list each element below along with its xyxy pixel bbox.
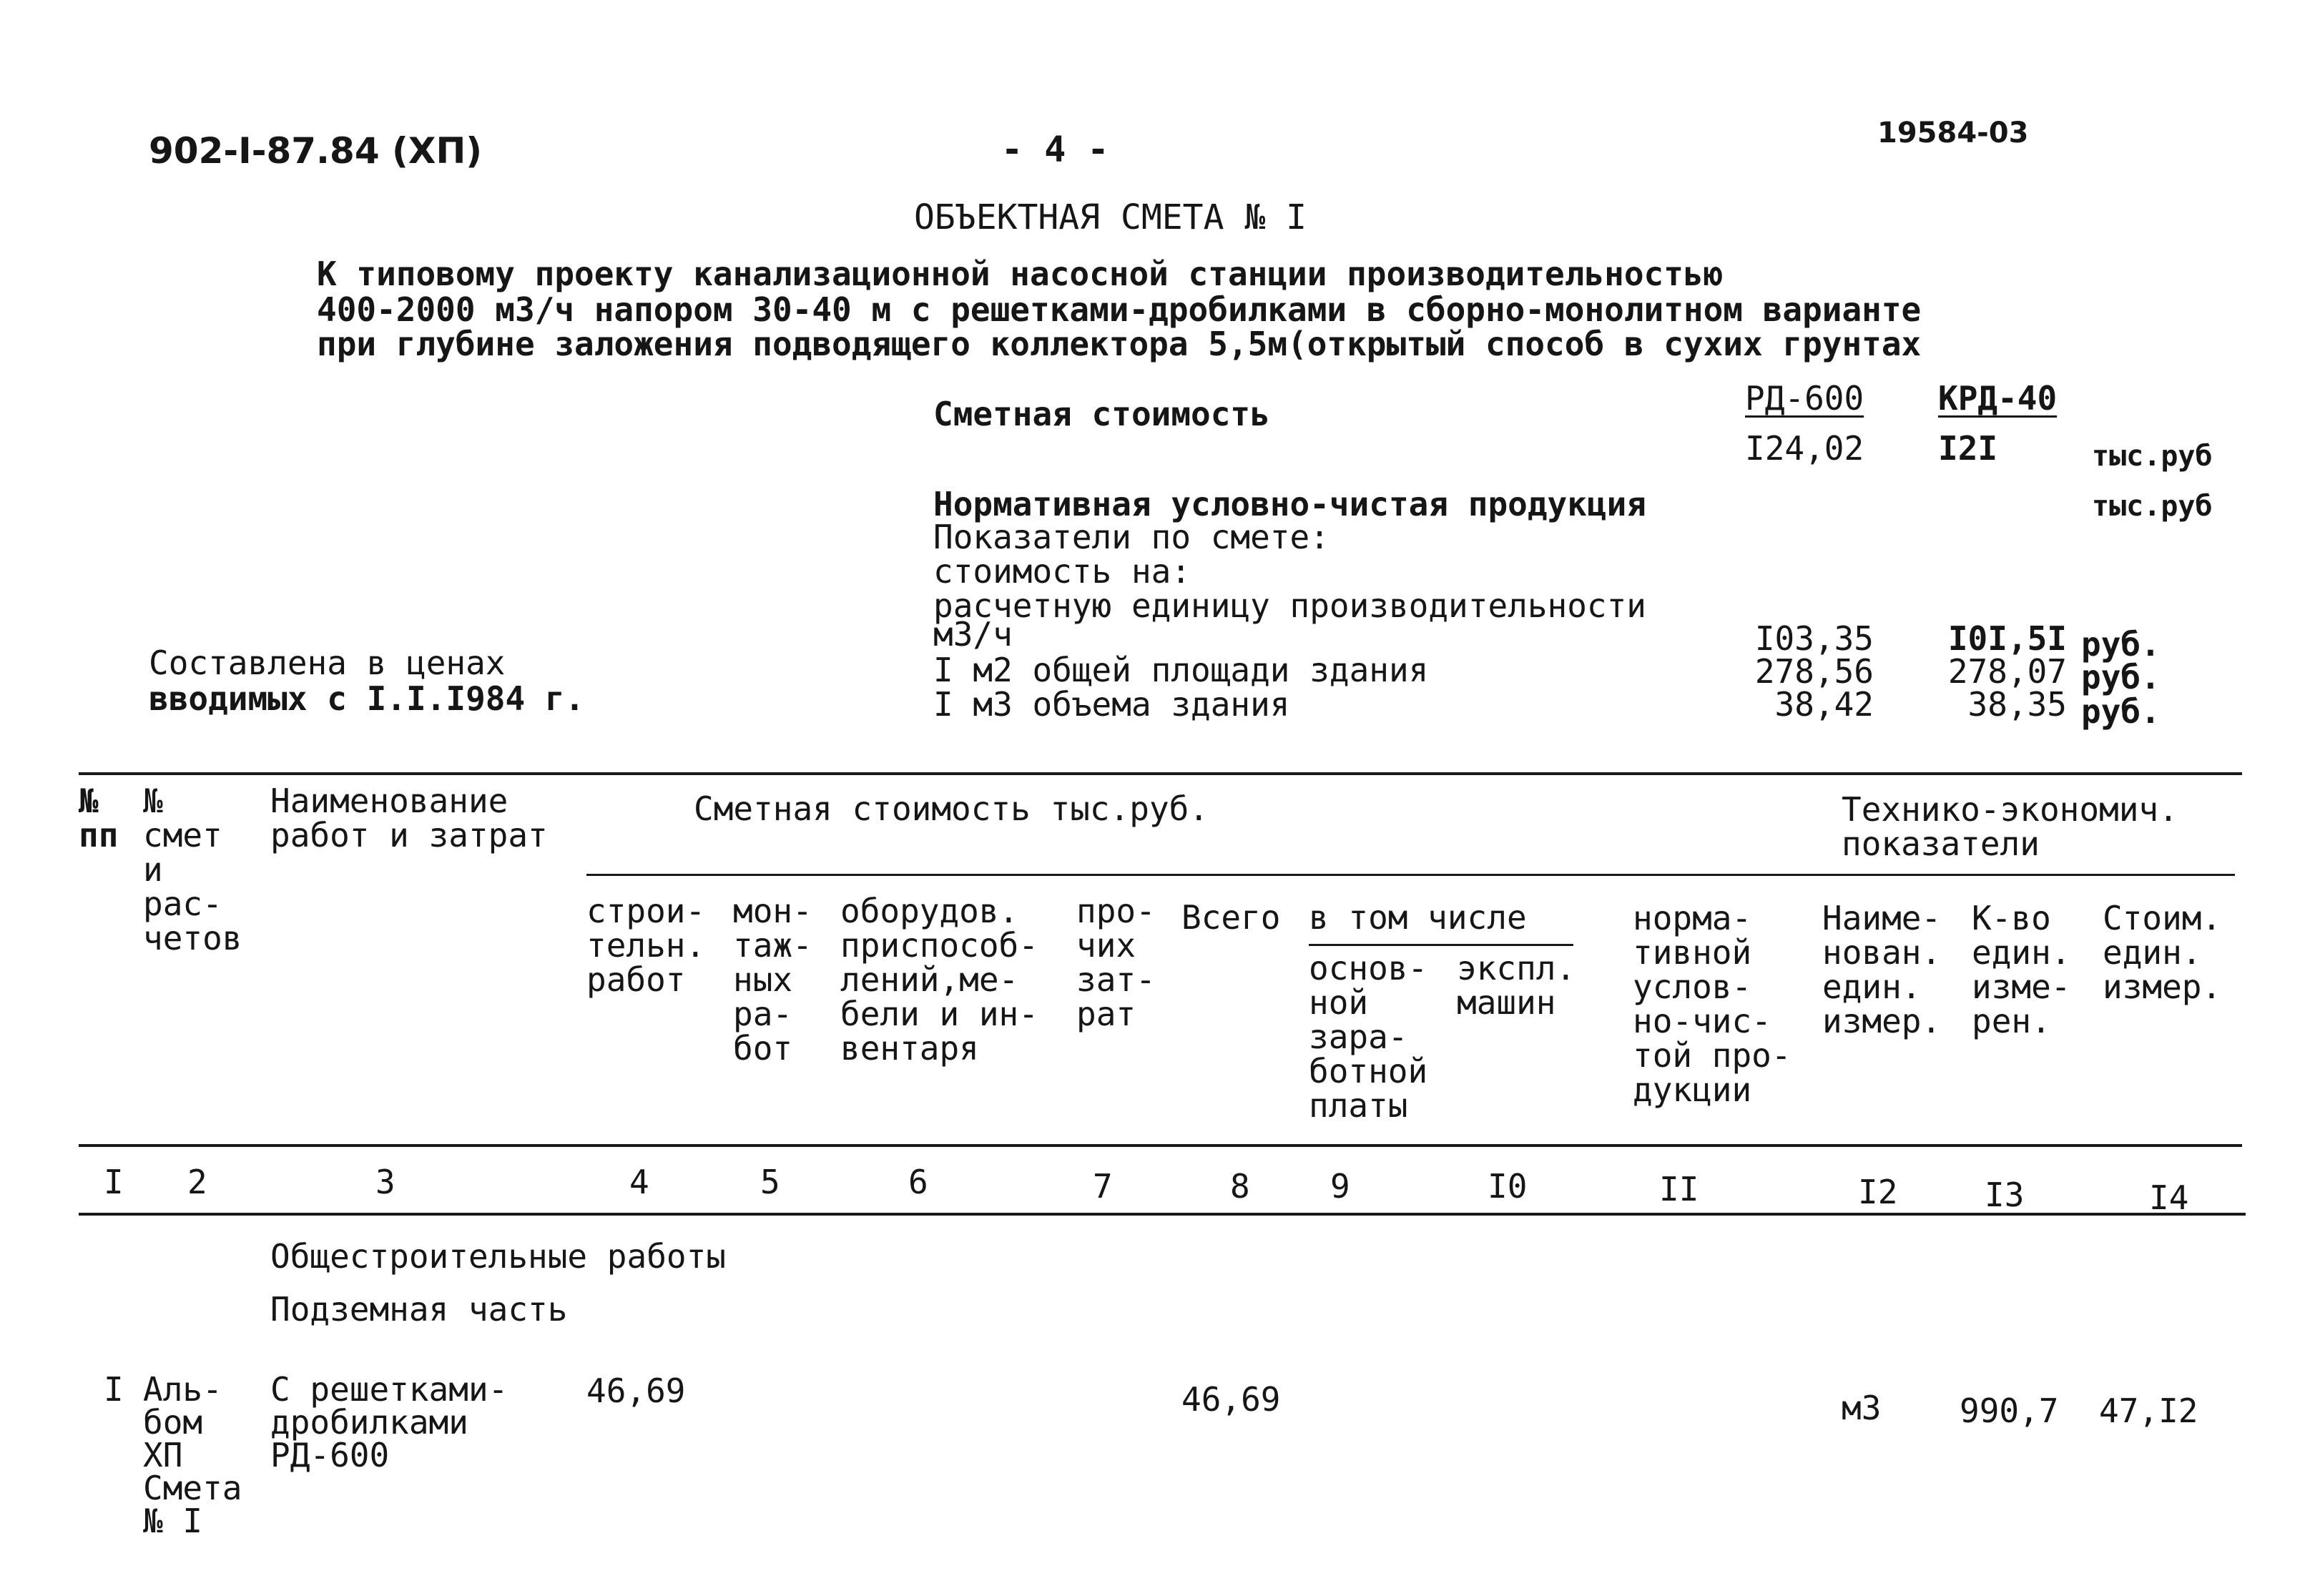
per-capacity-unit: м3/ч: [933, 615, 1013, 654]
per-volume-label: I м3 объема здания: [933, 685, 1290, 724]
column-number: 7: [1093, 1167, 1113, 1206]
header-quantity: К-во един. изме- рен.: [1972, 899, 2071, 1040]
column-number: I: [104, 1163, 124, 1201]
rub-unit-area: руб.: [2081, 658, 2161, 696]
column-number: 4: [629, 1163, 649, 1201]
column-number: 2: [187, 1163, 207, 1201]
column-number: II: [1659, 1170, 1699, 1208]
row-quantity: 990,7: [1960, 1391, 2059, 1430]
rub-unit-volume: руб.: [2081, 692, 2161, 731]
cost-group-rule: [586, 874, 2235, 876]
per-capacity-value-2: I0I,5I: [1947, 619, 2067, 658]
header-cost-group: Сметная стоимость тыс.руб.: [694, 789, 1209, 828]
column-number: I0: [1488, 1167, 1528, 1206]
subtitle-line-3: при глубине заложения подводящего коллектора 5,5м(открытый способ в сухих грунтах: [317, 325, 1922, 363]
column-number: 9: [1330, 1167, 1350, 1206]
page-number: - 4 -: [1001, 129, 1109, 170]
header-bottom-rule: [79, 1144, 2242, 1147]
per-area-value-2: 278,07: [1947, 652, 2067, 691]
header-installation: мон- таж- ных ра- бот: [733, 892, 812, 1068]
per-volume-value-2: 38,35: [1967, 685, 2067, 724]
table-top-rule: [79, 772, 2242, 775]
row-construction-cost: 46,69: [586, 1371, 686, 1410]
rub-unit-capacity: руб.: [2081, 625, 2161, 664]
archive-stamp-number: 19584-03: [1877, 117, 2029, 149]
header-base-salary: основ- ной зара- ботной платы: [1309, 949, 1428, 1125]
header-unit-cost: Стоим. един. измер.: [2103, 899, 2222, 1006]
prices-note-line-1: Составлена в ценах: [149, 644, 506, 682]
column-numbers-rule: [79, 1213, 2246, 1216]
column-number: I4: [2149, 1178, 2189, 1217]
including-group-rule: [1309, 944, 1573, 946]
normative-production-label: Нормативная условно-чистая продукция: [933, 485, 1646, 523]
indicators-label: Показатели по смете:: [933, 518, 1329, 556]
row-work-name: С решетками- дробилками РД-600: [270, 1370, 508, 1474]
header-machine-operation: экспл. машин: [1457, 949, 1576, 1022]
header-unit-name: Наиме- нован. един. измер.: [1822, 899, 1942, 1040]
header-row-number: № пп: [79, 782, 119, 854]
variant-2-cost: I2I: [1938, 429, 1998, 468]
row-total-cost: 46,69: [1181, 1380, 1281, 1419]
header-total: Всего: [1181, 898, 1281, 937]
prices-note-line-2: вводимых с I.I.I984 г.: [149, 679, 585, 718]
column-number: 8: [1230, 1167, 1250, 1206]
header-estimate-ref: № смет и рас- четов: [143, 782, 242, 957]
column-number: 3: [375, 1163, 395, 1201]
row-estimate-ref: Аль- бом XП Смета № I: [143, 1370, 242, 1540]
header-normative-production: норма- тивной услов- но-чис- той про- дукции: [1633, 899, 1791, 1109]
column-number: 5: [760, 1163, 780, 1201]
section-general-construction: Общестроительные работы: [270, 1237, 726, 1276]
header-including: в том числе: [1309, 898, 1527, 937]
variant-2-label: КРД-40: [1938, 379, 2058, 418]
subtitle-line-2: 400-2000 м3/ч напором 30-40 м с решетками-дробилками в сборно-монолитном варианте: [317, 290, 1922, 329]
per-area-label: I м2 общей площади здания: [933, 651, 1429, 689]
variant-1-cost: I24,02: [1745, 429, 1864, 468]
row-unit-name: м3: [1842, 1389, 1882, 1427]
cost-per-label: стоимость на:: [933, 552, 1191, 591]
normative-production-unit: тыс.руб: [2092, 490, 2213, 523]
header-other-costs: про- чих зат- рат: [1076, 892, 1156, 1033]
per-capacity-label: расчетную единицу производительности: [933, 586, 1646, 625]
column-number: I2: [1858, 1173, 1898, 1211]
per-volume-value-1: 38,42: [1774, 685, 1874, 724]
row-unit-cost: 47,I2: [2099, 1391, 2198, 1430]
thousand-rub-unit: тыс.руб: [2092, 440, 2213, 473]
variant-1-label: РД-600: [1745, 379, 1864, 418]
column-number: I3: [1985, 1176, 2025, 1214]
header-construction: строи- тельн. работ: [586, 892, 706, 999]
document-title: ОБЪЕКТНАЯ СМЕТА № I: [914, 197, 1307, 237]
header-tech-group: Технико-экономич. показатели: [1842, 790, 2178, 863]
subtitle-line-1: К типовому проекту канализационной насосной станции производительностью: [317, 255, 1724, 293]
estimated-cost-label: Сметная стоимость: [933, 395, 1270, 433]
row-number: I: [104, 1370, 124, 1409]
per-area-value-1: 278,56: [1754, 652, 1874, 691]
header-equipment: оборудов. приспособ- лений,ме- бели и ин- вентаря: [840, 892, 1038, 1068]
document-code: 902-I-87.84 (XП): [149, 130, 483, 172]
section-underground-part: Подземная часть: [270, 1290, 568, 1329]
column-number: 6: [908, 1163, 928, 1201]
header-work-name: Наименование работ и затрат: [270, 782, 548, 854]
per-capacity-value-1: I03,35: [1754, 619, 1874, 658]
